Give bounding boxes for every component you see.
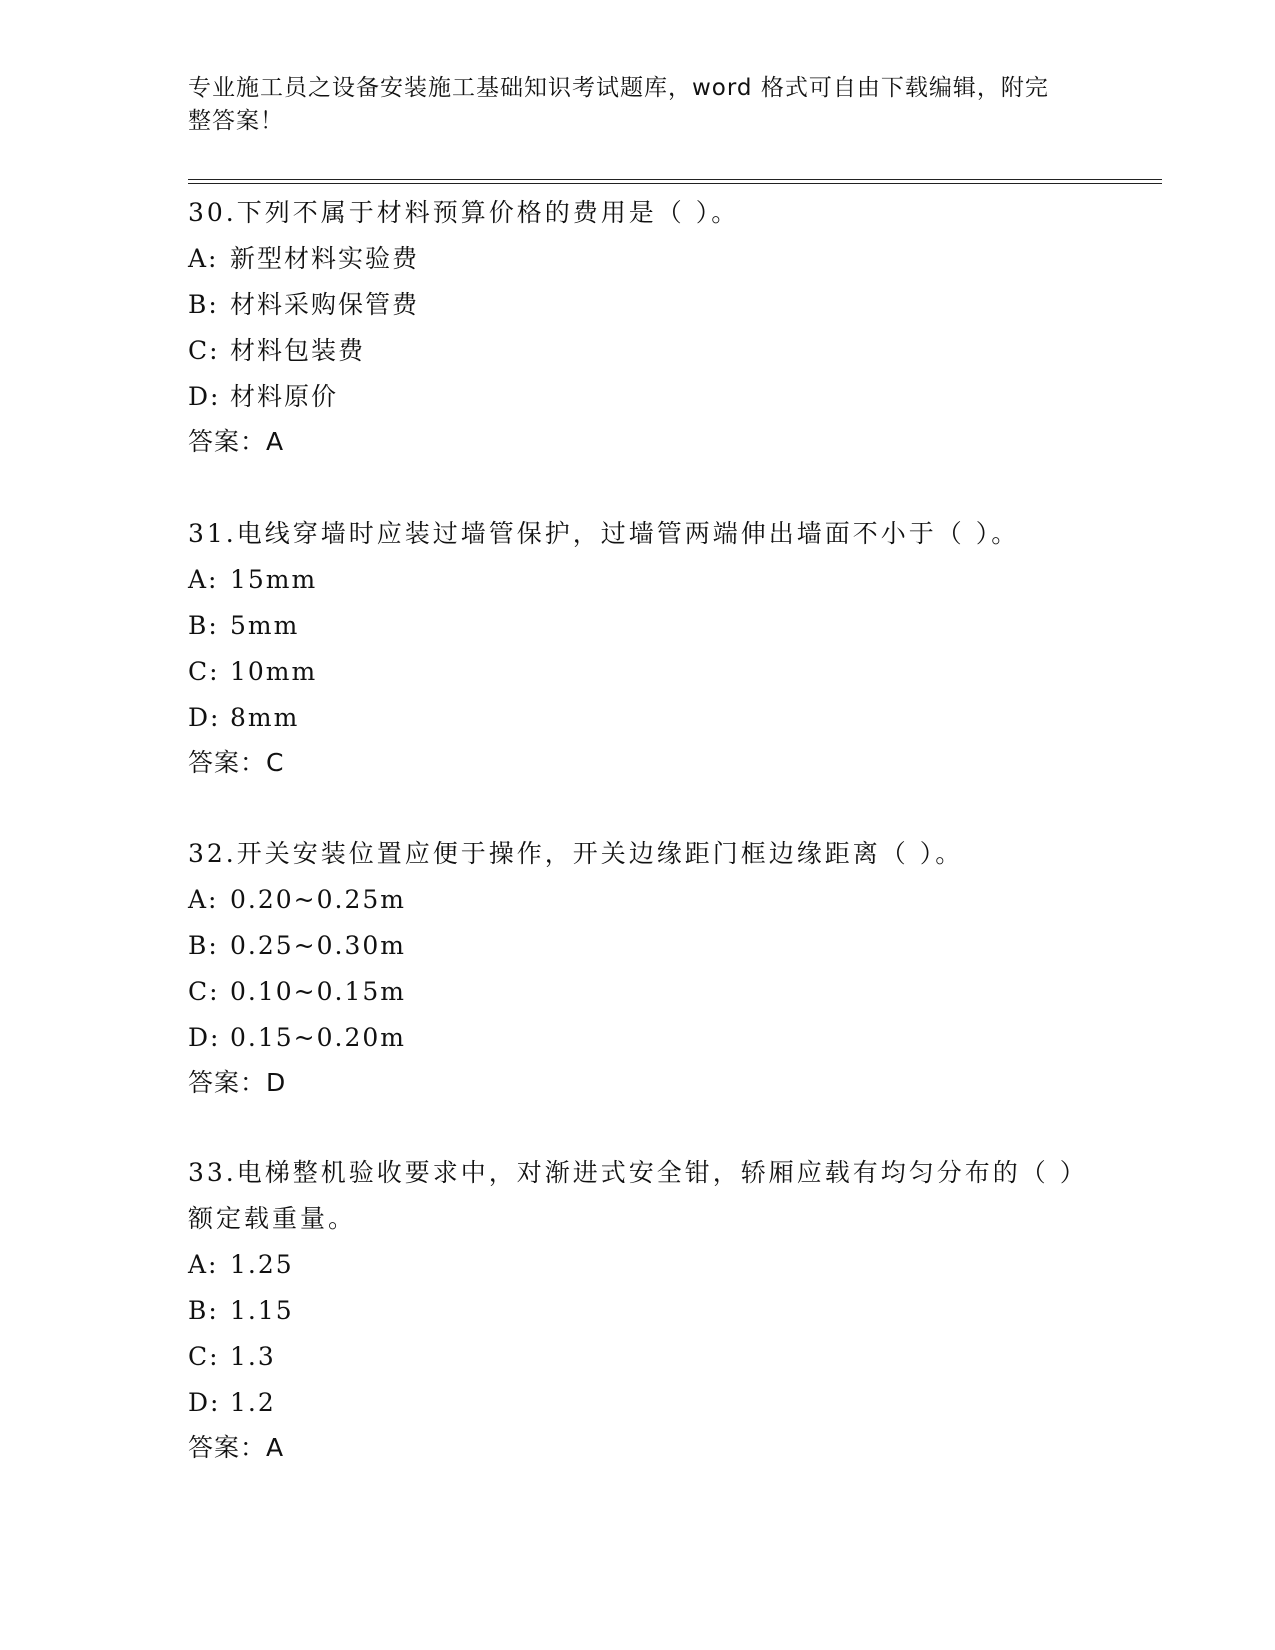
option-b <box>188 603 1088 649</box>
question-33 <box>188 1150 1088 1470</box>
option-text: 15mm <box>230 565 318 594</box>
option-d <box>188 695 1088 741</box>
option-label: A: <box>188 244 219 273</box>
option-b <box>188 1288 1088 1334</box>
question-stem: 33.电梯整机验收要求中，对渐进式安全钳，轿厢应载有均匀分布的（ ）额定载重量。 <box>188 1158 1088 1233</box>
option-label: C: <box>188 336 220 365</box>
option-text: 0.25~0.30m <box>230 931 406 960</box>
option-text: 5mm <box>230 611 300 640</box>
option-text: 材料原价 <box>230 382 339 411</box>
option-label: B: <box>188 1296 219 1325</box>
option-d <box>188 374 1088 420</box>
option-text: 1.2 <box>230 1388 276 1417</box>
document-intro: 专业施工员之设备安装施工基础知识考试题库，word 格式可自由下载编辑，附完整答案！ <box>188 75 1049 134</box>
option-text: 0.10~0.15m <box>230 977 406 1006</box>
option-c <box>188 1334 1088 1380</box>
option-d <box>188 1015 1088 1061</box>
question-stem: 31.电线穿墙时应装过墙管保护，过墙管两端伸出墙面不小于（ ）。 <box>188 519 1020 548</box>
option-label: D: <box>188 1388 221 1417</box>
option-text: 1.15 <box>230 1296 294 1325</box>
answer-line: 答案：A <box>188 1433 285 1462</box>
option-a <box>188 236 1088 282</box>
option-label: A: <box>188 885 219 914</box>
option-label: C: <box>188 1342 220 1371</box>
option-text: 材料包装费 <box>230 336 366 365</box>
answer-line: 答案：D <box>188 1068 287 1097</box>
question-32 <box>188 831 1088 1105</box>
option-label: D: <box>188 382 221 411</box>
option-a <box>188 1242 1088 1288</box>
option-text: 10mm <box>230 657 318 686</box>
question-stem: 32.开关安装位置应便于操作，开关边缘距门框边缘距离（ ）。 <box>188 839 964 868</box>
question-30 <box>188 190 1088 464</box>
option-label: D: <box>188 703 221 732</box>
option-text: 8mm <box>230 703 300 732</box>
option-a <box>188 557 1088 603</box>
header-divider-bottom <box>188 183 1162 184</box>
option-a <box>188 877 1088 923</box>
question-stem: 30.下列不属于材料预算价格的费用是（ ）。 <box>188 198 740 227</box>
option-label: A: <box>188 1250 219 1279</box>
option-d <box>188 1380 1088 1426</box>
option-c <box>188 649 1088 695</box>
option-label: C: <box>188 657 220 686</box>
option-c <box>188 969 1088 1015</box>
option-label: C: <box>188 977 220 1006</box>
answer-line: 答案：C <box>188 748 285 777</box>
option-text: 新型材料实验费 <box>230 244 420 273</box>
question-31 <box>188 511 1088 785</box>
answer-line: 答案：A <box>188 427 285 456</box>
option-label: B: <box>188 931 219 960</box>
option-text: 1.25 <box>230 1250 294 1279</box>
option-label: D: <box>188 1023 221 1052</box>
option-label: B: <box>188 290 219 319</box>
option-label: A: <box>188 565 219 594</box>
option-label: B: <box>188 611 219 640</box>
option-b <box>188 282 1088 328</box>
option-text: 1.3 <box>230 1342 276 1371</box>
option-text: 0.20~0.25m <box>230 885 406 914</box>
option-text: 0.15~0.20m <box>230 1023 406 1052</box>
option-text: 材料采购保管费 <box>230 290 420 319</box>
option-c <box>188 328 1088 374</box>
option-b <box>188 923 1088 969</box>
header-divider-top <box>188 179 1162 180</box>
